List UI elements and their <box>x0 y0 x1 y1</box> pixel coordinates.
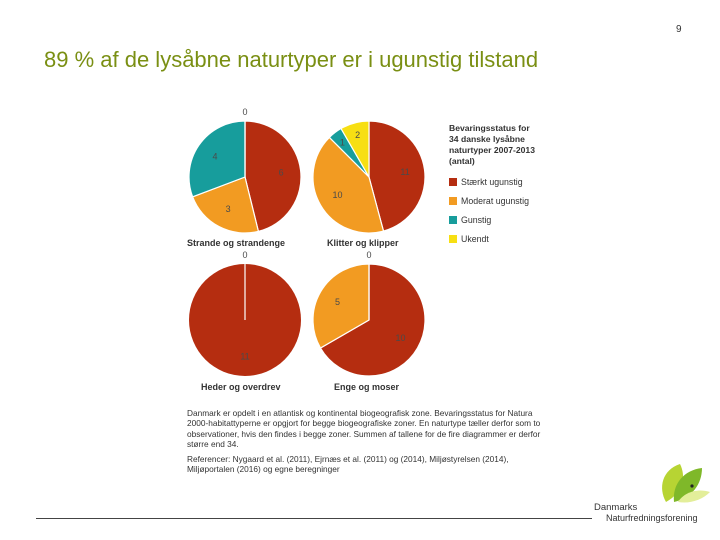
slice-value-label: 5 <box>334 296 340 307</box>
slice-value-label: 11 <box>400 167 410 178</box>
slice-value-label: 10 <box>332 190 343 201</box>
legend-swatch-gunstig <box>449 216 457 224</box>
legend-label-moderat-ugunstig: Moderat ugunstig <box>461 196 529 206</box>
logo-text-line1: Danmarks <box>594 502 638 513</box>
page-number: 9 <box>676 24 682 35</box>
slice-value-label: 4 <box>212 151 218 162</box>
slice-value-label: 3 <box>225 204 231 215</box>
slice-value-label: 11 <box>240 351 250 362</box>
legend-label-ukendt: Ukendt <box>461 234 489 244</box>
pie-label: Enge og moser <box>334 382 400 392</box>
legend-swatch-staerkt-ugunstig <box>449 178 457 186</box>
pie-label: Heder og overdrev <box>201 382 281 392</box>
zero-value-label: 0 <box>242 107 248 117</box>
logo <box>588 462 718 532</box>
zero-value-label: 0 <box>242 250 248 260</box>
slice-value-label: 1 <box>339 137 345 148</box>
slice-value-label: 10 <box>395 333 406 344</box>
legend-label-gunstig: Gunstig <box>461 215 492 225</box>
legend-swatch-ukendt <box>449 235 457 243</box>
legend-title: (antal) <box>449 156 475 166</box>
logo-leaf-icon <box>588 462 718 504</box>
legend-title: naturtyper 2007-2013 <box>449 145 535 155</box>
zero-value-label: 0 <box>366 250 372 260</box>
footnote-paragraph-zones: Danmark er opdelt i en atlantisk og kontinental biogeografisk zone. Bevaringsstatus for Natura 2000-habitattyperne er opgjort for begge biogeografiske zoner. En naturtype tæller derfor som to observationer, hvis den findes i begge zoner. Summen af tallene for de fire diagrammer er derfor større end 34. <box>187 408 541 450</box>
slide-title: 89 % af de lysåbne naturtyper er i ugunstig tilstand <box>44 47 539 72</box>
pie-label: Strande og strandenge <box>187 238 286 248</box>
legend-title: 34 danske lysåbne <box>449 134 525 144</box>
pie-label: Klitter og klipper <box>327 238 399 248</box>
footnote-paragraph-references: Referencer: Nygaard et al. (2011), Ejrnæs et al. (2011) og (2014), Miljøstyrelsen (2014), Miljøportalen (2016) og egne beregninger <box>187 453 509 475</box>
legend-label-staerkt-ugunstig: Stærkt ugunstig <box>461 177 523 187</box>
logo-text-line2: Naturfredningsforening <box>606 513 698 523</box>
slice-value-label: 6 <box>278 167 284 178</box>
legend-title: Bevaringsstatus for <box>449 123 530 133</box>
footnote <box>187 408 547 478</box>
slice-value-label: 2 <box>355 129 361 140</box>
bottom-divider <box>36 518 592 519</box>
legend-swatch-moderat-ugunstig <box>449 197 457 205</box>
